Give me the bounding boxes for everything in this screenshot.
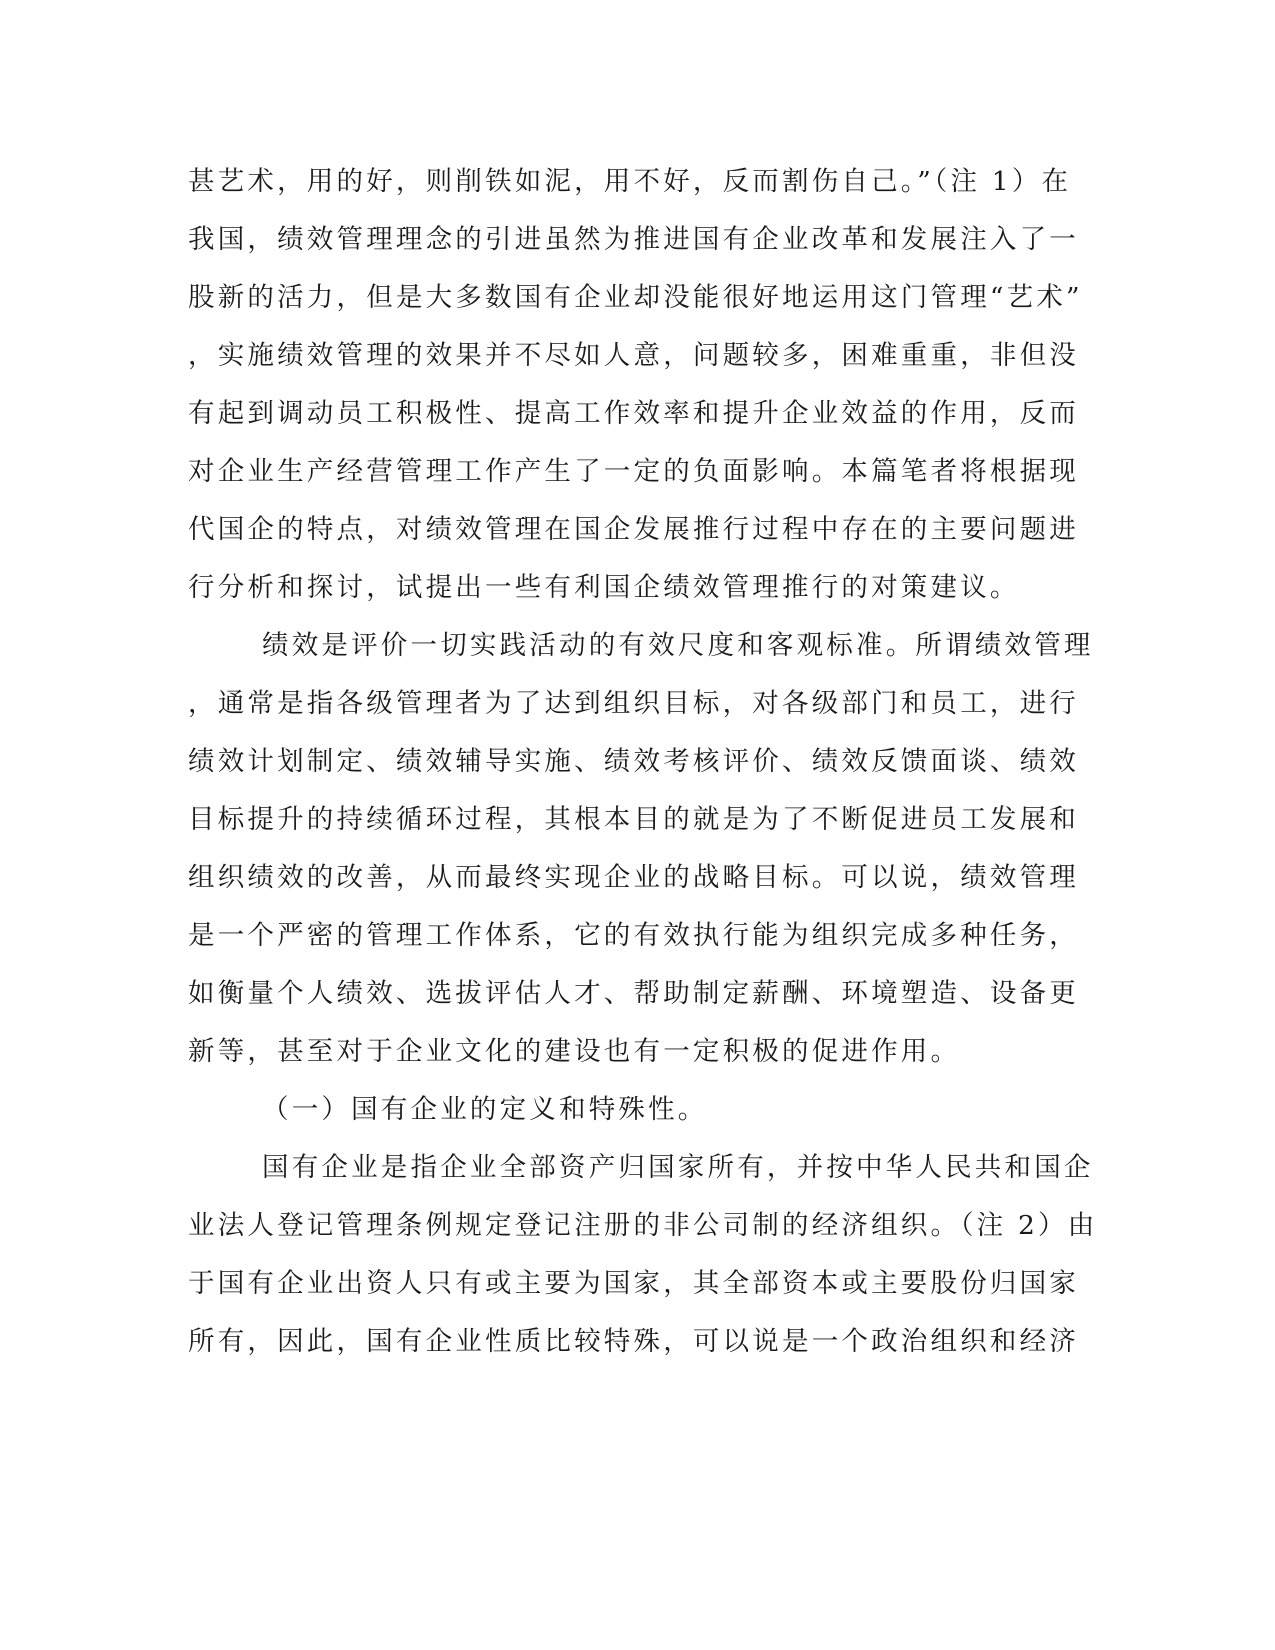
text-line-13: 组织绩效的改善，从而最终实现企业的战略目标。可以说，绩效管理 bbox=[188, 862, 1079, 893]
text-line-1: 甚艺术，用的好，则削铁如泥，用不好，反而割伤自己。”（注 1）在 bbox=[188, 166, 1072, 197]
paragraph-start-line: 国有企业是指企业全部资产归国家所有，并按中华人民共和国企 bbox=[262, 1152, 1094, 1183]
text-line-5: 有起到调动员工积极性、提高工作效率和提升企业效益的作用，反而 bbox=[188, 398, 1079, 429]
text-line-6: 对企业生产经营管理工作产生了一定的负面影响。本篇笔者将根据现 bbox=[188, 456, 1079, 487]
text-line-15: 如衡量个人绩效、选拔评估人才、帮助制定薪酬、环境塑造、设备更 bbox=[188, 978, 1079, 1009]
text-line-7: 代国企的特点，对绩效管理在国企发展推行过程中存在的主要问题进 bbox=[188, 514, 1079, 545]
text-line-10: ，通常是指各级管理者为了达到组织目标，对各级部门和员工，进行 bbox=[188, 688, 1079, 719]
text-line-12: 目标提升的持续循环过程，其根本目的就是为了不断促进员工发展和 bbox=[188, 804, 1079, 835]
text-line-20: 于国有企业出资人只有或主要为国家，其全部资本或主要股份归国家 bbox=[188, 1268, 1079, 1299]
paragraph-start-line: 绩效是评价一切实践活动的有效尺度和客观标准。所谓绩效管理 bbox=[262, 630, 1094, 661]
text-line-8: 行分析和探讨，试提出一些有利国企绩效管理推行的对策建议。 bbox=[188, 572, 1020, 603]
text-line-16: 新等，甚至对于企业文化的建设也有一定积极的促进作用。 bbox=[188, 1036, 961, 1067]
text-line-2: 我国，绩效管理理念的引进虽然为推进国有企业改革和发展注入了一 bbox=[188, 224, 1079, 255]
text-line-21: 所有，因此，国有企业性质比较特殊，可以说是一个政治组织和经济 bbox=[188, 1326, 1079, 1357]
text-line-14: 是一个严密的管理工作体系，它的有效执行能为组织完成多种任务， bbox=[188, 920, 1079, 951]
text-line-3: 股新的活力，但是大多数国有企业却没能很好地运用这门管理“艺术” bbox=[188, 282, 1083, 313]
text-line-4: ，实施绩效管理的效果并不尽如人意，问题较多，困难重重，非但没 bbox=[188, 340, 1079, 371]
text-line-11: 绩效计划制定、绩效辅导实施、绩效考核评价、绩效反馈面谈、绩效 bbox=[188, 746, 1079, 777]
section-heading: （一）国有企业的定义和特殊性。 bbox=[262, 1094, 708, 1125]
text-line-19: 业法人登记管理条例规定登记注册的非公司制的经济组织。（注 2）由 bbox=[188, 1210, 1098, 1241]
